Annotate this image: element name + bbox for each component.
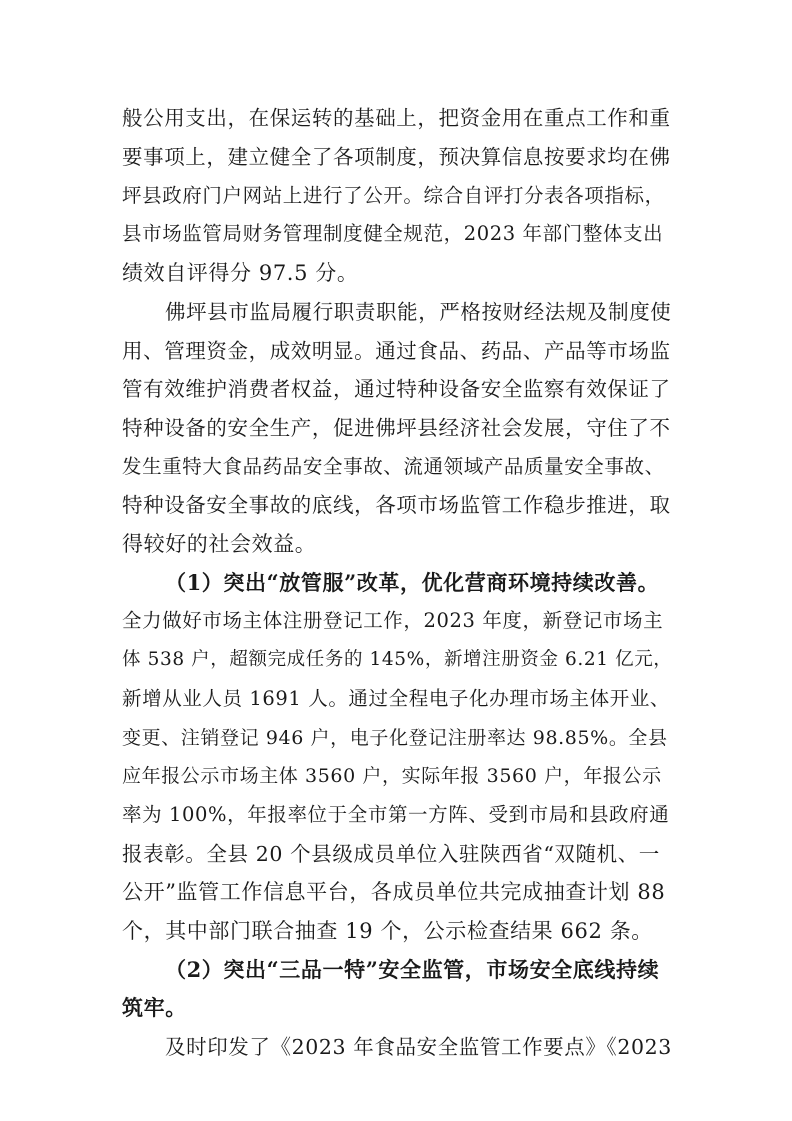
body-text-line: 特种设备的安全生产，促进佛坪县经济社会发展，守住了不 <box>122 416 671 440</box>
body-text-line: 县市场监管局财务管理制度健全规范，2023 年部门整体支出 <box>122 222 664 245</box>
body-text-line: 特种设备安全事故的底线，各项市场监管工作稳步推进，取 <box>122 493 671 517</box>
body-text-line: 得较好的社会效益。 <box>122 532 317 556</box>
body-text-line: 全力做好市场主体注册登记工作，2023 年度，新登记市场主 <box>122 609 664 632</box>
section-heading-2: （2）突出“三品一特”安全监管，市场安全底线持续 <box>165 957 660 982</box>
body-text-line: 新增从业人员 1691 人。通过全程电子化办理市场主体开业、 <box>122 687 671 710</box>
paragraph-first-line: 及时印发了《2023 年食品安全监管工作要点》《2023 <box>165 1035 672 1059</box>
body-text-line: 应年报公示市场主体 3560 户，实际年报 3560 户，年报公示 <box>122 765 662 787</box>
section-heading-1: （1）突出“放管服”改革，优化营商环境持续改善。 <box>165 570 660 595</box>
body-text-line: 率为 100%，年报率位于全市第一方阵、受到市局和县政府通 <box>122 803 670 826</box>
paragraph-first-line: 佛坪县市监局履行职责职能，严格按财经法规及制度使 <box>165 300 672 324</box>
body-text-line: 坪县政府门户网站上进行了公开。综合自评打分表各项指标， <box>122 184 665 207</box>
body-text-line: 要事项上，建立健全了各项制度，预决算信息按要求均在佛 <box>122 145 671 169</box>
body-text-line: 体 538 户，超额完成任务的 145%，新增注册资金 6.21 亿元， <box>122 649 673 670</box>
body-text-line: 变更、注销登记 946 户，电子化登记注册率达 98.85%。全县 <box>122 727 668 749</box>
body-text-line: 公开”监管工作信息平台，各成员单位共完成抽查计划 88 <box>122 880 666 904</box>
body-text-line: 报表彰。全县 20 个县级成员单位入驻陕西省“双随机、一 <box>122 842 660 866</box>
body-text-line: 个，其中部门联合抽查 19 个，公示检查结果 662 条。 <box>122 919 653 943</box>
body-text-line: 绩效自评得分 97.5 分。 <box>122 261 359 285</box>
body-text-line: 管有效维护消费者权益，通过特种设备安全监察有效保证了 <box>122 377 671 401</box>
body-text-line: 发生重特大食品药品安全事故、流通领域产品质量安全事故、 <box>122 455 665 478</box>
body-text-line: 用、管理资金，成效明显。通过食品、药品、产品等市场监 <box>122 339 671 363</box>
section-heading-2-continued: 筑牢。 <box>122 995 187 1020</box>
body-text-line: 般公用支出，在保运转的基础上，把资金用在重点工作和重 <box>122 106 671 130</box>
